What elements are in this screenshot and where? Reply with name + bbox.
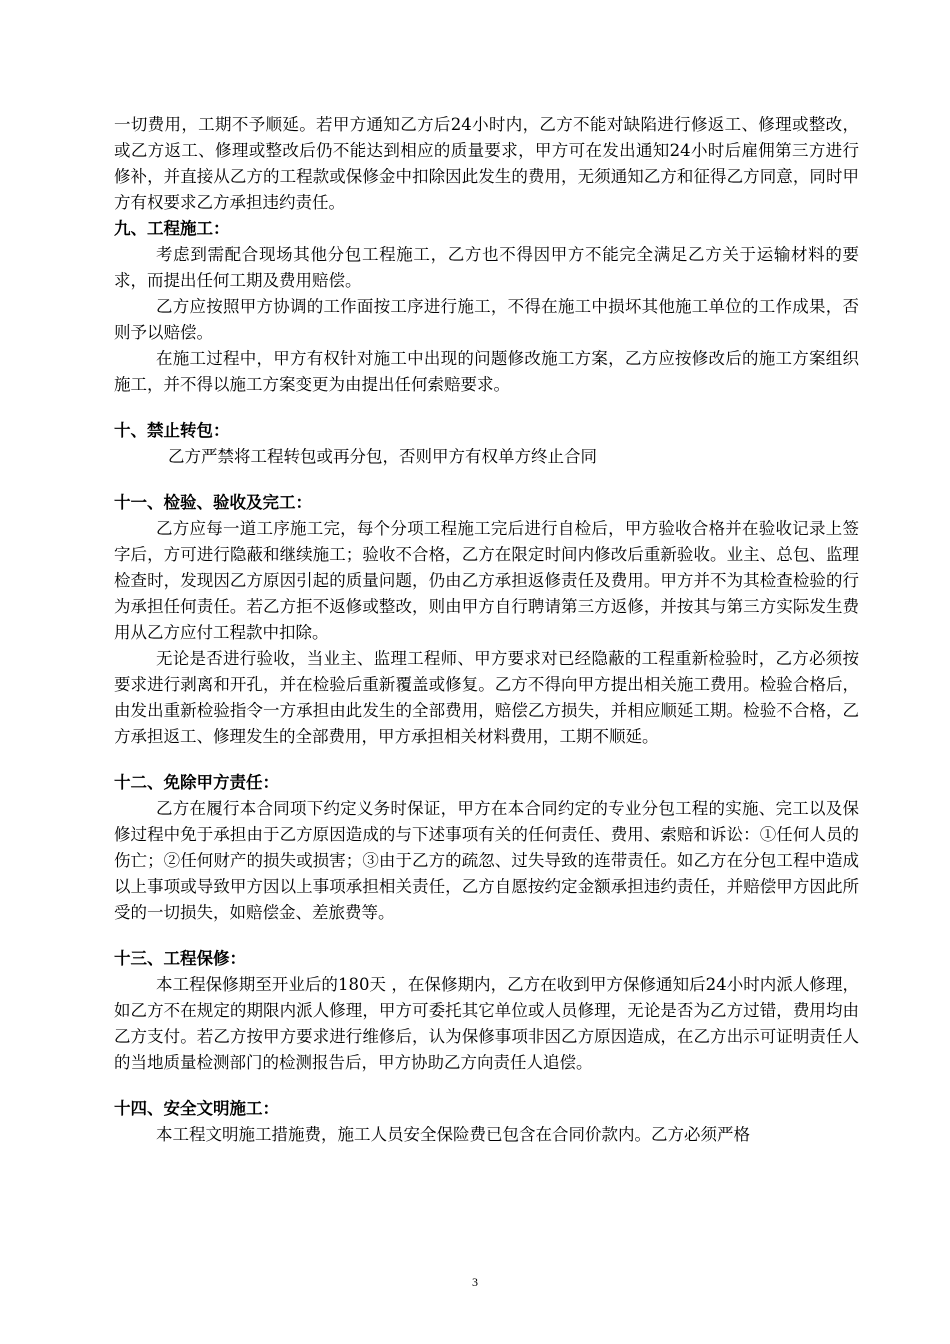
paragraph-continued: 一切费用，工期不予顺延。若甲方通知乙方后24小时内，乙方不能对缺陷进行修返工、修理或整改，或乙方返工、修理或整改后仍不能达到相应的质量要求，甲方可在发出通知24小时后雇佣第三方进行修补，并直接从乙方的工程款或保修金中扣除因此发生的费用，无须通知乙方和征得乙方同意，同时甲方有权要求乙方承担违约责任。 [114,115,859,212]
section-heading-9: 九、工程施工： [114,219,230,238]
page-number: 3 [472,1275,478,1289]
paragraph: 本工程文明施工措施费，施工人员安全保险费已包含在合同价款内。乙方必须严格 [156,1125,750,1144]
paragraph: 乙方在履行本合同项下约定义务时保证，甲方在本合同约定的专业分包工程的实施、完工以及保修过程中免于承担由于乙方原因造成的与下述事项有关的任何责任、费用、索赔和诉讼：①任何人员的伤亡；②任何财产的损失或损害；③由于乙方的疏忽、过失导致的连带责任。如乙方在分包工程中造成以上事项或导致甲方因以上事项承担相关责任，乙方自愿按约定金额承担违约责任，并赔偿甲方因此所受的一切损失，如赔偿金、差旅费等。 [114,799,859,922]
paragraph: 乙方应按照甲方协调的工作面按工序进行施工，不得在施工中损坏其他施工单位的工作成果，否则予以赔偿。 [114,297,859,342]
section-heading-14: 十四、安全文明施工： [114,1099,279,1118]
paragraph: 考虑到需配合现场其他分包工程施工，乙方也不得因甲方不能完全满足乙方关于运输材料的要求，而提出任何工期及费用赔偿。 [114,245,859,290]
paragraph: 本工程保修期至开业后的180天 ，在保修期内，乙方在收到甲方保修通知后24小时内派人修理，如乙方不在规定的期限内派人修理，甲方可委托其它单位或人员修理，无论是否为乙方过错，费用均由乙方支付。若乙方按甲方要求进行维修后，认为保修事项非因乙方原因造成，在乙方出示可证明责任人的当地质量检测部门的检测报告后，甲方协助乙方向责任人追偿。 [114,975,859,1072]
section-heading-12: 十二、免除甲方责任： [114,773,279,792]
document-page [114,112,859,1148]
paragraph: 乙方应每一道工序施工完，每个分项工程施工完后进行自检后，甲方验收合格并在验收记录上签字后，方可进行隐蔽和继续施工；验收不合格，乙方在限定时间内修改后重新验收。业主、总包、监理检查时，发现因乙方原因引起的质量问题，仍由乙方承担返修责任及费用。甲方并不为其检查检验的行为承担任何责任。若乙方拒不返修或整改，则由甲方自行聘请第三方返修，并按其与第三方实际发生费用从乙方应付工程款中扣除。 [114,519,859,642]
paragraph: 无论是否进行验收，当业主、监理工程师、甲方要求对已经隐蔽的工程重新检验时，乙方必须按要求进行剥离和开孔，并在检验后重新覆盖或修复。乙方不得向甲方提出相关施工费用。检验合格后，由发出重新检验指令一方承担由此发生的全部费用，赔偿乙方损失，并相应顺延工期。检验不合格，乙方承担返工、修理发生的全部费用，甲方承担相关材料费用，工期不顺延。 [114,649,859,746]
section-heading-11: 十一、检验、验收及完工： [114,493,312,512]
paragraph: 在施工过程中，甲方有权针对施工中出现的问题修改施工方案，乙方应按修改后的施工方案组织施工，并不得以施工方案变更为由提出任何索赔要求。 [114,349,859,394]
section-heading-10: 十、禁止转包： [114,421,230,440]
section-heading-13: 十三、工程保修： [114,949,246,968]
paragraph: 乙方严禁将工程转包或再分包，否则甲方有权单方终止合同 [168,447,597,466]
